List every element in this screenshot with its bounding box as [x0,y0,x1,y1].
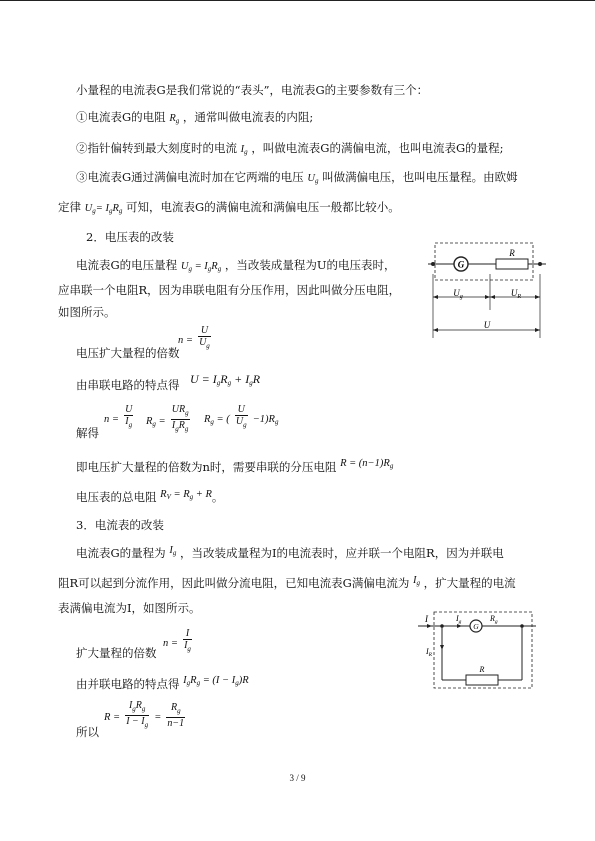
ohm-text-a: 定律 [58,200,81,214]
parallel-text: 由并联电路的特点得 [76,677,180,691]
voltage-ratio-text: 电压扩大量程的倍数 [76,346,180,360]
ohm-line [58,200,400,218]
voltage-ratio-line [76,346,180,360]
formula-ig-range: $I_g$ [169,545,177,557]
page-number: 3 / 9 [289,773,306,783]
terminal-right [538,262,542,266]
series-text: 由串联电路的特点得 [76,378,180,392]
ammeter-line-2 [58,576,516,594]
ammeter-text-d: ，扩大量程的电流 [423,576,516,590]
ur-label: $U_R$ [510,288,522,300]
ir-label: $I_R$ [426,647,433,658]
ammeter-text-b: ，当改装成量程为I的电流表时，应并联一个电阻R，因为并联电 [180,546,504,560]
ammeter-line-1 [76,546,504,564]
param-3-text-b: 叫做满偏电压，也叫电压量程。由欧姆 [322,170,518,184]
formula-ug: $U_g$ [307,173,319,185]
total-resistance-line: 电压表的总电阻 $R_V = R_g + R$。 [76,489,224,504]
divider-text: 即电压扩大量程的倍数为n时，需要串联的分压电阻 [76,460,337,474]
param-1-line [76,110,313,128]
formula-rg: $R_g$ [169,113,180,125]
formula-n-voltage: n = $\frac{U}{U_g}$ [178,325,210,350]
param-2-line [76,141,504,159]
param-1-text-b: ，通常叫做电流表的内阻; [182,110,314,124]
formula-shunt: R = $\frac{I_gR_g}{I - I_g}$ = $\frac{R_g}{n-1}$ [104,700,185,729]
formula-ug-eq: $U_g = I_gR_g$ [180,261,222,273]
formula-n-current: n = $\frac{I}{I_g}$ [163,628,191,653]
therefore-line: 所以 [76,725,99,739]
ammeter-circuit-diagram [418,608,536,692]
formula-ig-full: $I_g$ [413,575,420,587]
rg-label: $R_g$ [490,614,498,625]
voltmeter-text-b: ，当改装成量程为U的电压表时， [224,258,396,272]
formula-divider: $R = (n-1)R_g$ [340,458,394,470]
i-label: I [425,614,428,624]
solve-line: 解得 [76,426,99,440]
formula-solve-n: n = $\frac{U}{I_g}$ [104,404,133,429]
series-line [76,378,180,392]
intro-text: 小量程的电流表G是我们常说的“表头”，电流表G的主要参数有三个： [76,83,429,97]
parallel-line [76,677,249,695]
formula-ig: $I_g$ [240,144,248,156]
formula-solve-rg: $R_g$ = $\frac{UR_g}{I_gR_g}$ [146,404,189,433]
ohm-text-b: 可知，电流表G的满偏电流和满偏电压一般都比较小。 [126,200,400,214]
formula-ohm: $U_g= I_gR_g$ [84,203,123,215]
ammeter-text-a: 电流表G的量程为 [76,546,166,560]
param-1-text-a: ①电流表G的电阻 [76,110,166,124]
ug-label: $U_g$ [453,288,463,300]
header-rule [0,0,595,1]
voltmeter-line-1 [76,258,396,276]
galvanometer-label: G [473,622,479,631]
u-label: U [483,320,491,330]
r-label: R [479,665,485,674]
formula-series: $U = I_gR_g + I_gR$ [190,372,261,387]
ig-label: $I_g$ [456,614,462,625]
voltmeter-line-3: 如图所示。 [58,305,116,319]
current-ratio-line: 扩大量程的倍数 [76,646,157,660]
param-3-text-a: ③电流表G通过满偏电流时加在它两端的电压 [76,170,304,184]
formula-rv: $R_V = R_g + R$ [160,489,212,501]
section-3-heading: 3．电流表的改装 [76,518,164,532]
terminal-left [431,262,435,266]
param-3-line [76,170,518,188]
divider-line [76,460,393,478]
voltmeter-text-a: 电流表G的电压量程 [76,258,178,272]
param-2-text-a: ②指针偏转到最大刻度时的电流 [76,141,237,155]
voltmeter-circuit-diagram [428,240,546,344]
param-2-text-b: ，叫做电流表G的满偏电流，也叫电流表G的量程; [251,141,504,155]
ammeter-text-c: 阻R可以起到分流作用，因此叫做分流电阻，已知电流表G满偏电流为 [58,576,410,590]
formula-solve-rg2: $R_g$ = ( $\frac{U}{U_g}$ $-1)R_g$ [204,404,279,429]
resistor-label: R [509,248,515,258]
resistor-symbol [496,259,528,269]
galvanometer-label: G [457,259,465,270]
section-2-heading: 2．电压表的改装 [86,230,174,244]
voltmeter-line-2: 应串联一个电阻R，因为串联电阻有分压作用，因此叫做分压电阻， [58,283,401,297]
ammeter-line-3: 表满偏电流为I，如图所示。 [58,601,201,615]
formula-parallel: $I_gR_g = (I - I_g)R$ [183,675,249,687]
shunt-resistor-symbol [466,675,498,685]
intro-line [76,83,428,97]
total-resistance-text: 电压表的总电阻 [76,490,157,504]
